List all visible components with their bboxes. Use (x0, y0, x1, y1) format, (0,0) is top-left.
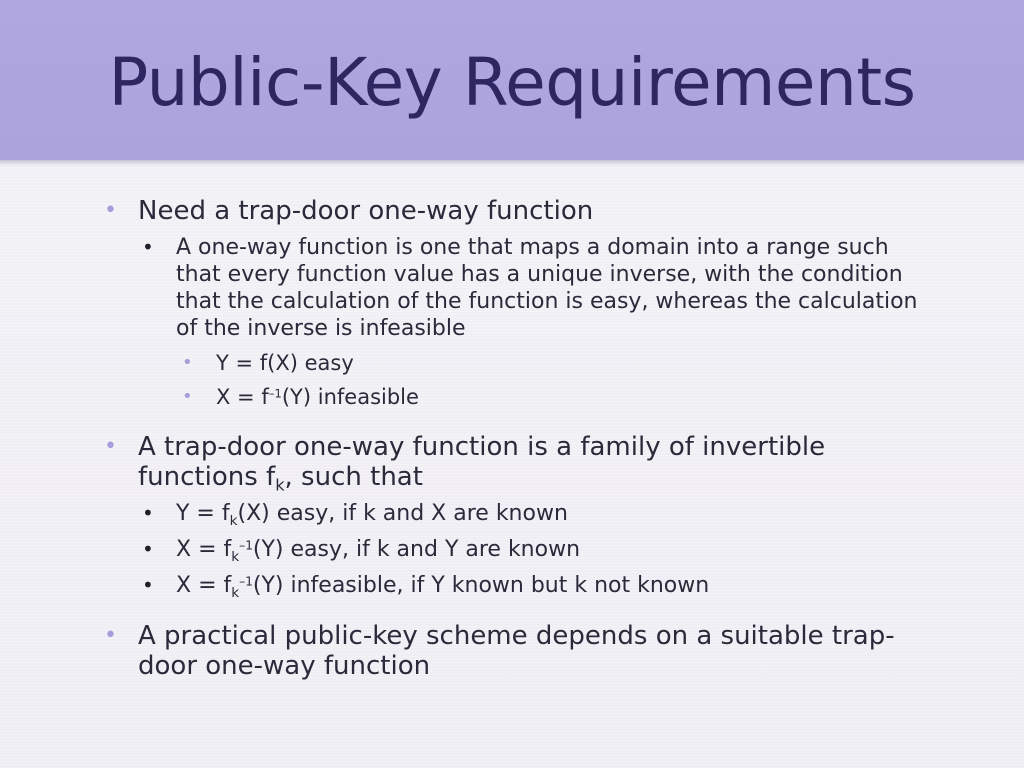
bullet-dot-icon: • (182, 352, 193, 373)
bullet-level1 (100, 196, 940, 226)
bullet-dot-icon: • (142, 537, 154, 561)
bullet-text: $Y = f_k(X)$ easy, if k and X are known (176, 501, 568, 529)
bullet-level2 (100, 234, 940, 342)
bullet-text: Need a trap-door one-way function (138, 196, 594, 226)
bullet-dot-icon: • (142, 573, 154, 597)
bullet-dot-icon: • (104, 198, 117, 223)
bullet-text: A one-way function is one that maps a domain into a range such that every function value has a unique inverse, with the condition that the calculation of the function is easy, whereas the calculation of the inverse is infeasible (176, 235, 918, 341)
bullet-dot-icon: • (142, 501, 154, 525)
bullet-dot-icon: • (142, 235, 154, 259)
bullet-dot-icon: • (182, 386, 193, 407)
bullet-level1 (100, 621, 940, 681)
bullet-level2 (100, 572, 940, 599)
title-band (0, 0, 1024, 160)
bullet-text: $X = f_k^{-1}(Y)$ infeasible, if Y known but k not known (176, 573, 710, 601)
bullet-text: Y = f(X) easy (216, 351, 354, 375)
bullet-level3 (100, 350, 940, 376)
bullet-text: A practical public-key scheme depends on a suitable trap-door one-way function (138, 621, 895, 681)
slide-content (100, 196, 940, 681)
bullet-level2 (100, 500, 940, 527)
bullet-level2 (100, 536, 940, 563)
bullet-level3 (100, 384, 940, 410)
bullet-dot-icon: • (104, 623, 117, 648)
bullet-dot-icon: • (104, 434, 117, 459)
bullet-text: $X = f_k^{-1}(Y)$ easy, if k and Y are known (176, 537, 581, 565)
bullet-text: A trap-door one-way function is a family of invertible functions $f_k$, such that (138, 432, 826, 495)
slide-title: Public-Key Requirements (108, 44, 916, 121)
bullet-level1 (100, 432, 940, 495)
bullet-text: $X = f^{-1}(Y)$ infeasible (216, 385, 419, 409)
